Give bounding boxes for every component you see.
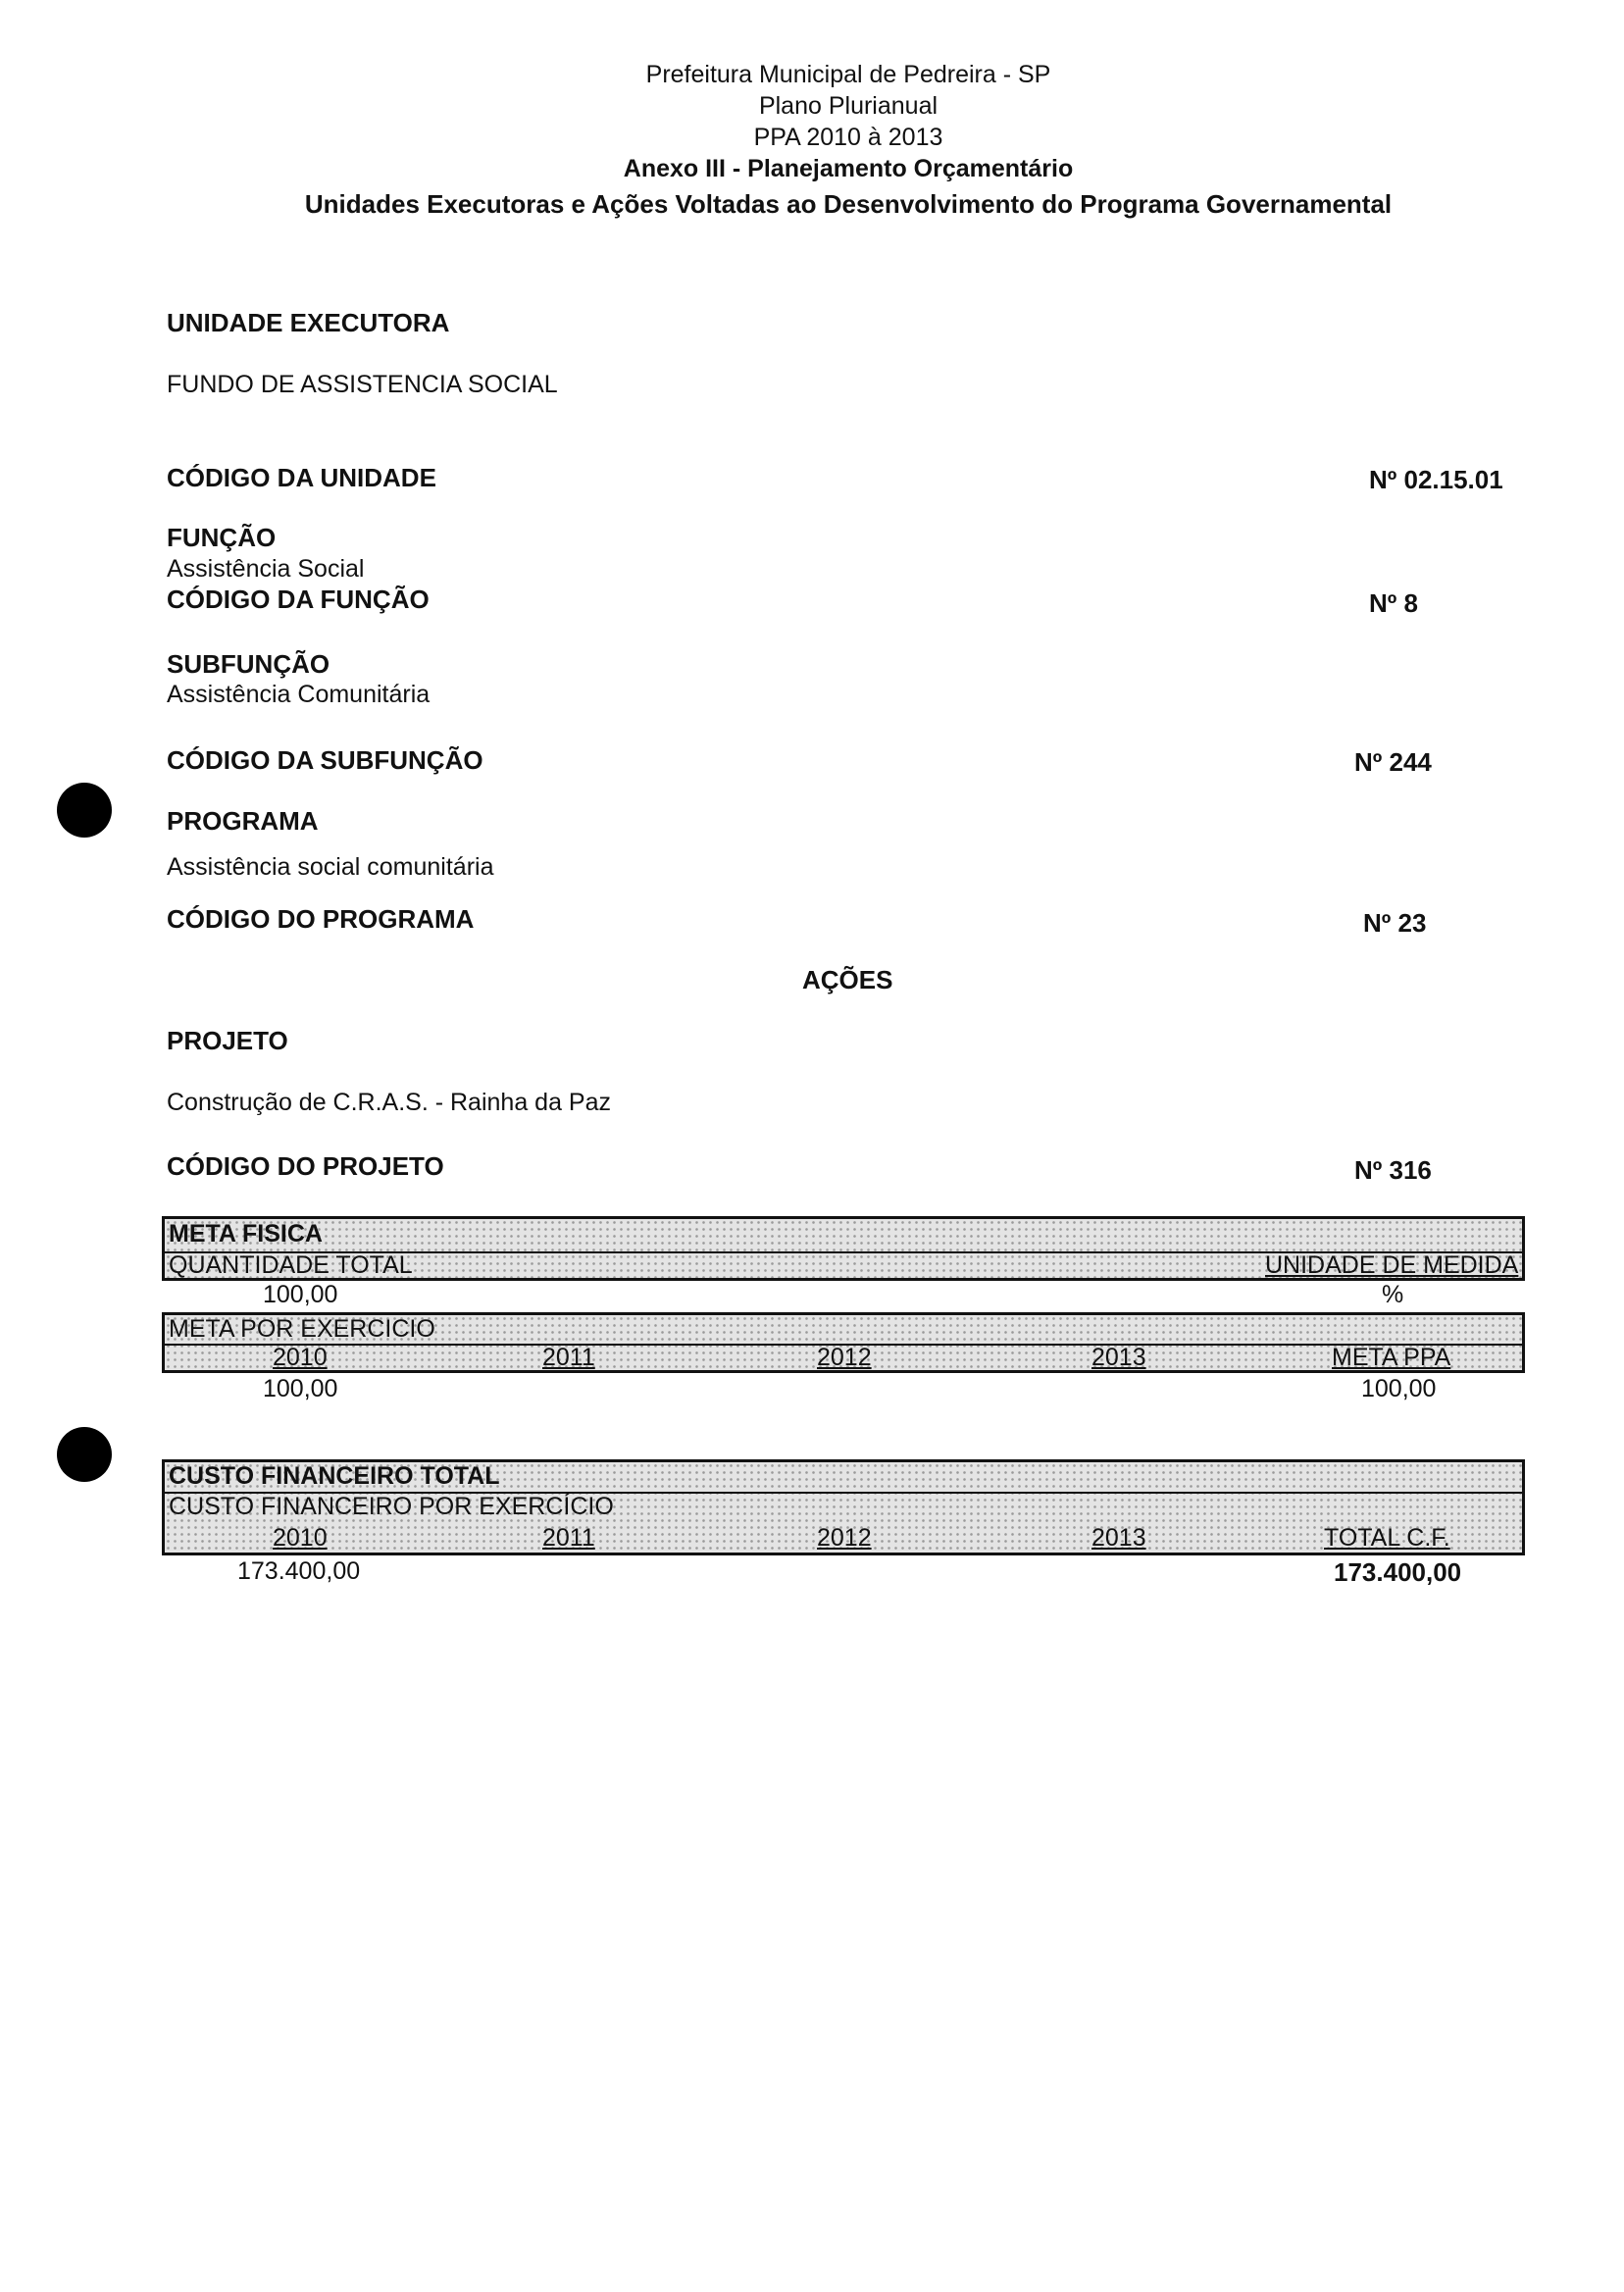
header-plano: Plano Plurianual [758,92,939,120]
custo-year-2012: 2012 [817,1524,872,1552]
custo-total-title: CUSTO FINANCEIRO TOTAL [169,1462,500,1490]
header-prefeitura: Prefeitura Municipal de Pedreira - SP [645,61,1051,88]
codigo-unidade-value: Nº 02.15.01 [1369,465,1503,494]
unidade-medida-value: % [1382,1281,1404,1308]
header-subtitle: Unidades Executoras e Ações Voltadas ao Desenvolvimento do Programa Governamental [304,189,1393,219]
meta-2010-value: 100,00 [263,1375,338,1402]
codigo-projeto-value: Nº 316 [1354,1155,1432,1185]
punch-hole-top [57,783,112,838]
projeto-value: Construção de C.R.A.S. - Rainha da Paz [167,1089,612,1116]
unidade-medida-label: UNIDADE DE MEDIDA [1265,1251,1519,1279]
total-cf-label: TOTAL C.F. [1324,1524,1450,1552]
header-ppa: PPA 2010 à 2013 [753,124,943,151]
custo-year-2010: 2010 [273,1524,328,1552]
meta-year-2010: 2010 [273,1344,328,1371]
custo-2010-value: 173.400,00 [237,1557,361,1585]
meta-year-2013: 2013 [1091,1344,1146,1371]
custo-year-2013: 2013 [1091,1524,1146,1552]
codigo-subfuncao-label: CÓDIGO DA SUBFUNÇÃO [167,745,483,775]
meta-year-2011: 2011 [542,1344,595,1371]
unidade-label: UNIDADE EXECUTORA [167,308,450,337]
meta-ppa-value: 100,00 [1361,1375,1437,1402]
meta-ppa-label: META PPA [1332,1344,1451,1371]
meta-exercicio-box [162,1312,1525,1373]
custo-financeiro-box [162,1459,1525,1555]
meta-fisica-box [162,1216,1525,1281]
subfuncao-value: Assistência Comunitária [167,681,431,708]
codigo-funcao-value: Nº 8 [1369,588,1418,618]
quantidade-total-label: QUANTIDADE TOTAL [169,1251,413,1279]
meta-fisica-title: META FISICA [169,1220,323,1248]
codigo-projeto-label: CÓDIGO DO PROJETO [167,1151,444,1181]
header-anexo: Anexo III - Planejamento Orçamentário [623,155,1074,182]
total-cf-value: 173.400,00 [1334,1557,1462,1587]
meta-year-2012: 2012 [817,1344,872,1371]
custo-exercicio-subtitle: CUSTO FINANCEIRO POR EXERCÍCIO [169,1493,614,1520]
subfuncao-label: SUBFUNÇÃO [167,649,330,679]
quantidade-total-value: 100,00 [263,1281,338,1308]
programa-value: Assistência social comunitária [167,853,494,881]
meta-exercicio-title: META POR EXERCICIO [169,1315,435,1343]
codigo-programa-value: Nº 23 [1363,908,1427,938]
codigo-subfuncao-value: Nº 244 [1354,747,1432,777]
custo-year-2011: 2011 [542,1524,595,1552]
punch-hole-bottom [57,1427,112,1482]
unidade-value: FUNDO DE ASSISTENCIA SOCIAL [167,371,558,398]
programa-label: PROGRAMA [167,806,319,836]
codigo-programa-label: CÓDIGO DO PROGRAMA [167,904,475,934]
funcao-label: FUNÇÃO [167,523,277,552]
projeto-label: PROJETO [167,1026,288,1055]
funcao-value: Assistência Social [167,555,365,583]
acoes-title: AÇÕES [802,965,893,994]
codigo-unidade-label: CÓDIGO DA UNIDADE [167,463,436,492]
codigo-funcao-label: CÓDIGO DA FUNÇÃO [167,585,430,614]
